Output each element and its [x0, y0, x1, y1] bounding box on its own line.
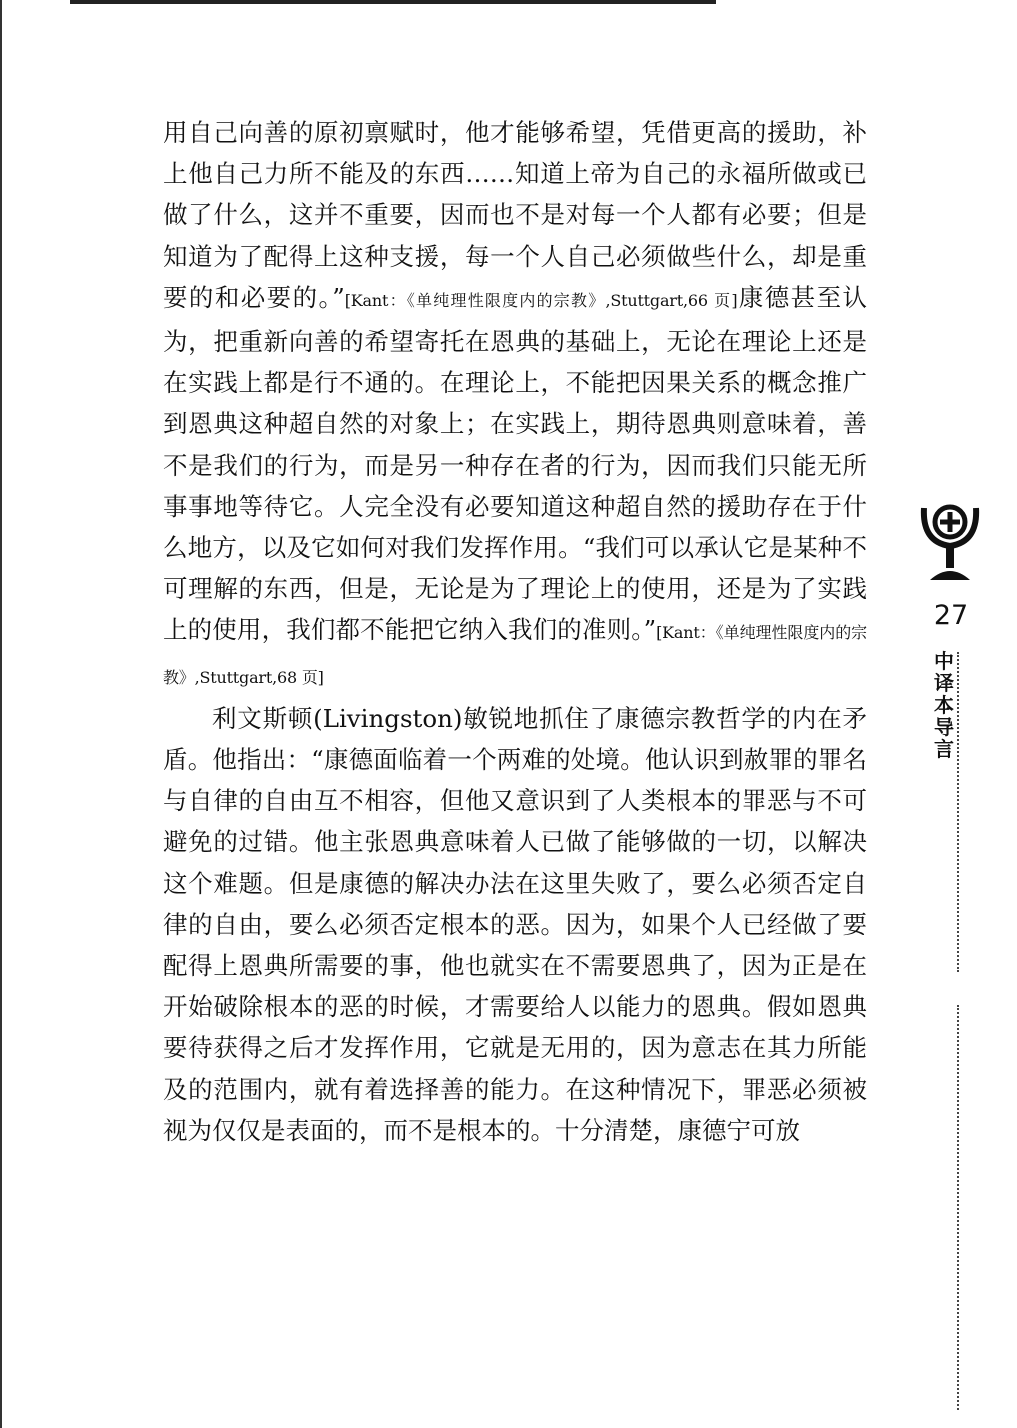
citation-2: [Kant：《单纯理性限度内的宗教》,Stuttgart,68 页] [163, 623, 867, 687]
citation-1: [Kant：《单纯理性限度内的宗教》,Stuttgart,66 页] [344, 290, 738, 310]
running-title-char: 译 [934, 671, 954, 695]
running-title-char: 言 [934, 737, 954, 761]
body-text [163, 112, 867, 1151]
paragraph-1-text-a: 用自己向善的原初禀赋时，他才能够希望，凭借更高的援助，补上他自己力所不能及的东西……知道上帝为自己的永福所做或已做了什么，这并不重要，因而也不是对每一个人都有必要；但是知道为了配得上这种支援，每一个人自己必须做些什么，却是重要的和必要的。” [163, 118, 867, 312]
page-edge [0, 0, 2, 1428]
margin-guide-line [957, 652, 959, 972]
paragraph-2: 利文斯顿(Livingston)敏锐地抓住了康德宗教哲学的内在矛盾。他指出：“康德面临着一个两难的处境。他认识到赦罪的罪名与自律的自由互不相容，但他又意识到了人类根本的罪恶与不可避免的过错。他主张恩典意味着人已做了能够做的一切，以解决这个难题。但是康德的解决办法在这里失败了，要么必须否定自律的自由，要么必须否定根本的恶。因为，如果个人已经做了要配得上恩典所需要的事，他也就实在不需要恩典了，因为正是在开始破除根本的恶的时候，才需要给人以能力的恩典。假如恩典要待获得之后才发挥作用，它就是无用的，因为意志在其力所能及的范围内，就有着选择善的能力。在这种情况下，罪恶必须被视为仅仅是表面的，而不是根本的。十分清楚，康德宁可放 [163, 703, 867, 1145]
paragraph-1 [163, 112, 867, 698]
running-title-char: 中 [934, 649, 954, 673]
running-title [932, 650, 956, 760]
series-logo-icon [918, 498, 982, 582]
page-number: 27 [933, 600, 969, 631]
paragraph-1-text-b: 康德甚至认为，把重新向善的希望寄托在恩典的基础上，无论在理论上还是在实践上都是行不通的。在理论上，不能把因果关系的概念推广到恩典这种超自然的对象上；在实践上，期待恩典则意味着，善不是我们的行为，而是另一种存在者的行为，因而我们只能无所事事地等待它。人完全没有必要知道这种超自然的援助存在于什么地方，以及它如何对我们发挥作用。“我们可以承认它是某种不可理解的东西，但是，无论是为了理论上的使用，还是为了实践上的使用，我们都不能把它纳入我们的准则。” [163, 282, 867, 645]
running-title-char: 导 [934, 715, 954, 739]
running-title-char: 本 [934, 693, 954, 717]
margin-guide-line [957, 1005, 959, 1410]
top-rule [70, 0, 716, 4]
